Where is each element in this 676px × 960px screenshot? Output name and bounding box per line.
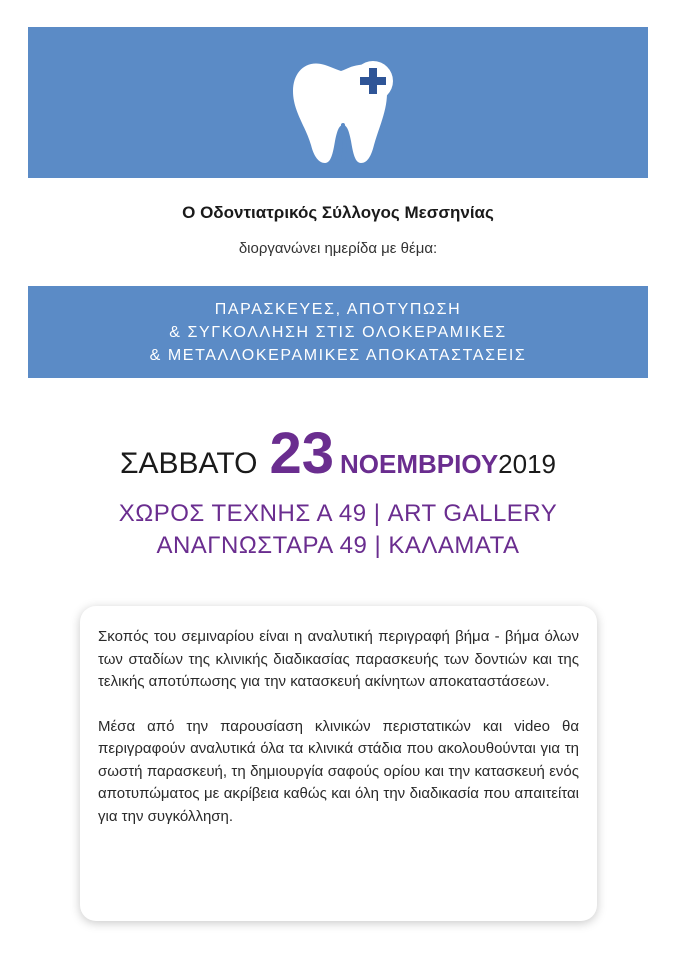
date-number: 23 <box>269 421 334 486</box>
date-day: ΣΑΒΒΑΤΟ <box>119 447 258 480</box>
event-intro: διοργανώνει ημερίδα με θέμα: <box>238 240 438 257</box>
description-paragraph-2: Μέσα από την παρουσίαση κλινικών περιστατικών και video θα περιγραφούν αναλυτικά όλα τα κλινικά στάδια που ακολουθούνται για τη σωστή παρασκευή, τη δημιουργία σαφούς ορίου και την κατασκευή ενός αποτυπώματος με ακρίβεια καθώς και όλη την διαδικασία που απαιτείται για την συγκόλληση. <box>98 717 579 825</box>
venue-name: ΧΩΡΟΣ ΤΕΧΝΗΣ Α 49 | ART GALLERY <box>118 500 558 527</box>
topic-banner <box>28 286 648 378</box>
tooth-plus-icon <box>281 41 401 167</box>
topic-line-1: ΠΑΡΑΣΚΕΥΕΣ, ΑΠΟΤΥΠΩΣΗ <box>214 300 462 318</box>
topic-line-2: & ΣΥΓΚΟΛΛΗΣΗ ΣΤΙΣ ΟΛΟΚΕΡΑΜΙΚΕΣ <box>169 323 507 341</box>
date-year: 2019 <box>498 449 557 479</box>
date-month: ΝΟΕΜΒΡΙΟΥ <box>339 449 499 479</box>
topic-line-3: & ΜΕΤΑΛΛΟΚΕΡΑΜΙΚΕΣ ΑΠΟΚΑΤΑΣΤΑΣΕΙΣ <box>149 346 527 364</box>
venue-address: ΑΝΑΓΝΩΣΤΑΡΑ 49 | ΚΑΛΑΜΑΤΑ <box>156 532 520 559</box>
organization-name: Ο Οδοντιατρικός Σύλλογος Μεσσηνίας <box>182 203 494 222</box>
event-date <box>0 420 676 490</box>
description-paragraph-1: Σκοπός του σεμιναρίου είναι η αναλυτική περιγραφή βήμα - βήμα όλων των σταδίων της κλινικής διαδικασίας παρασκευής των δοντιών και της τελικής αποτύπωσης για την κατασκευή ακίνητων αποκαταστάσεων. <box>98 628 579 690</box>
header-banner <box>28 27 648 178</box>
description-card <box>80 606 597 921</box>
